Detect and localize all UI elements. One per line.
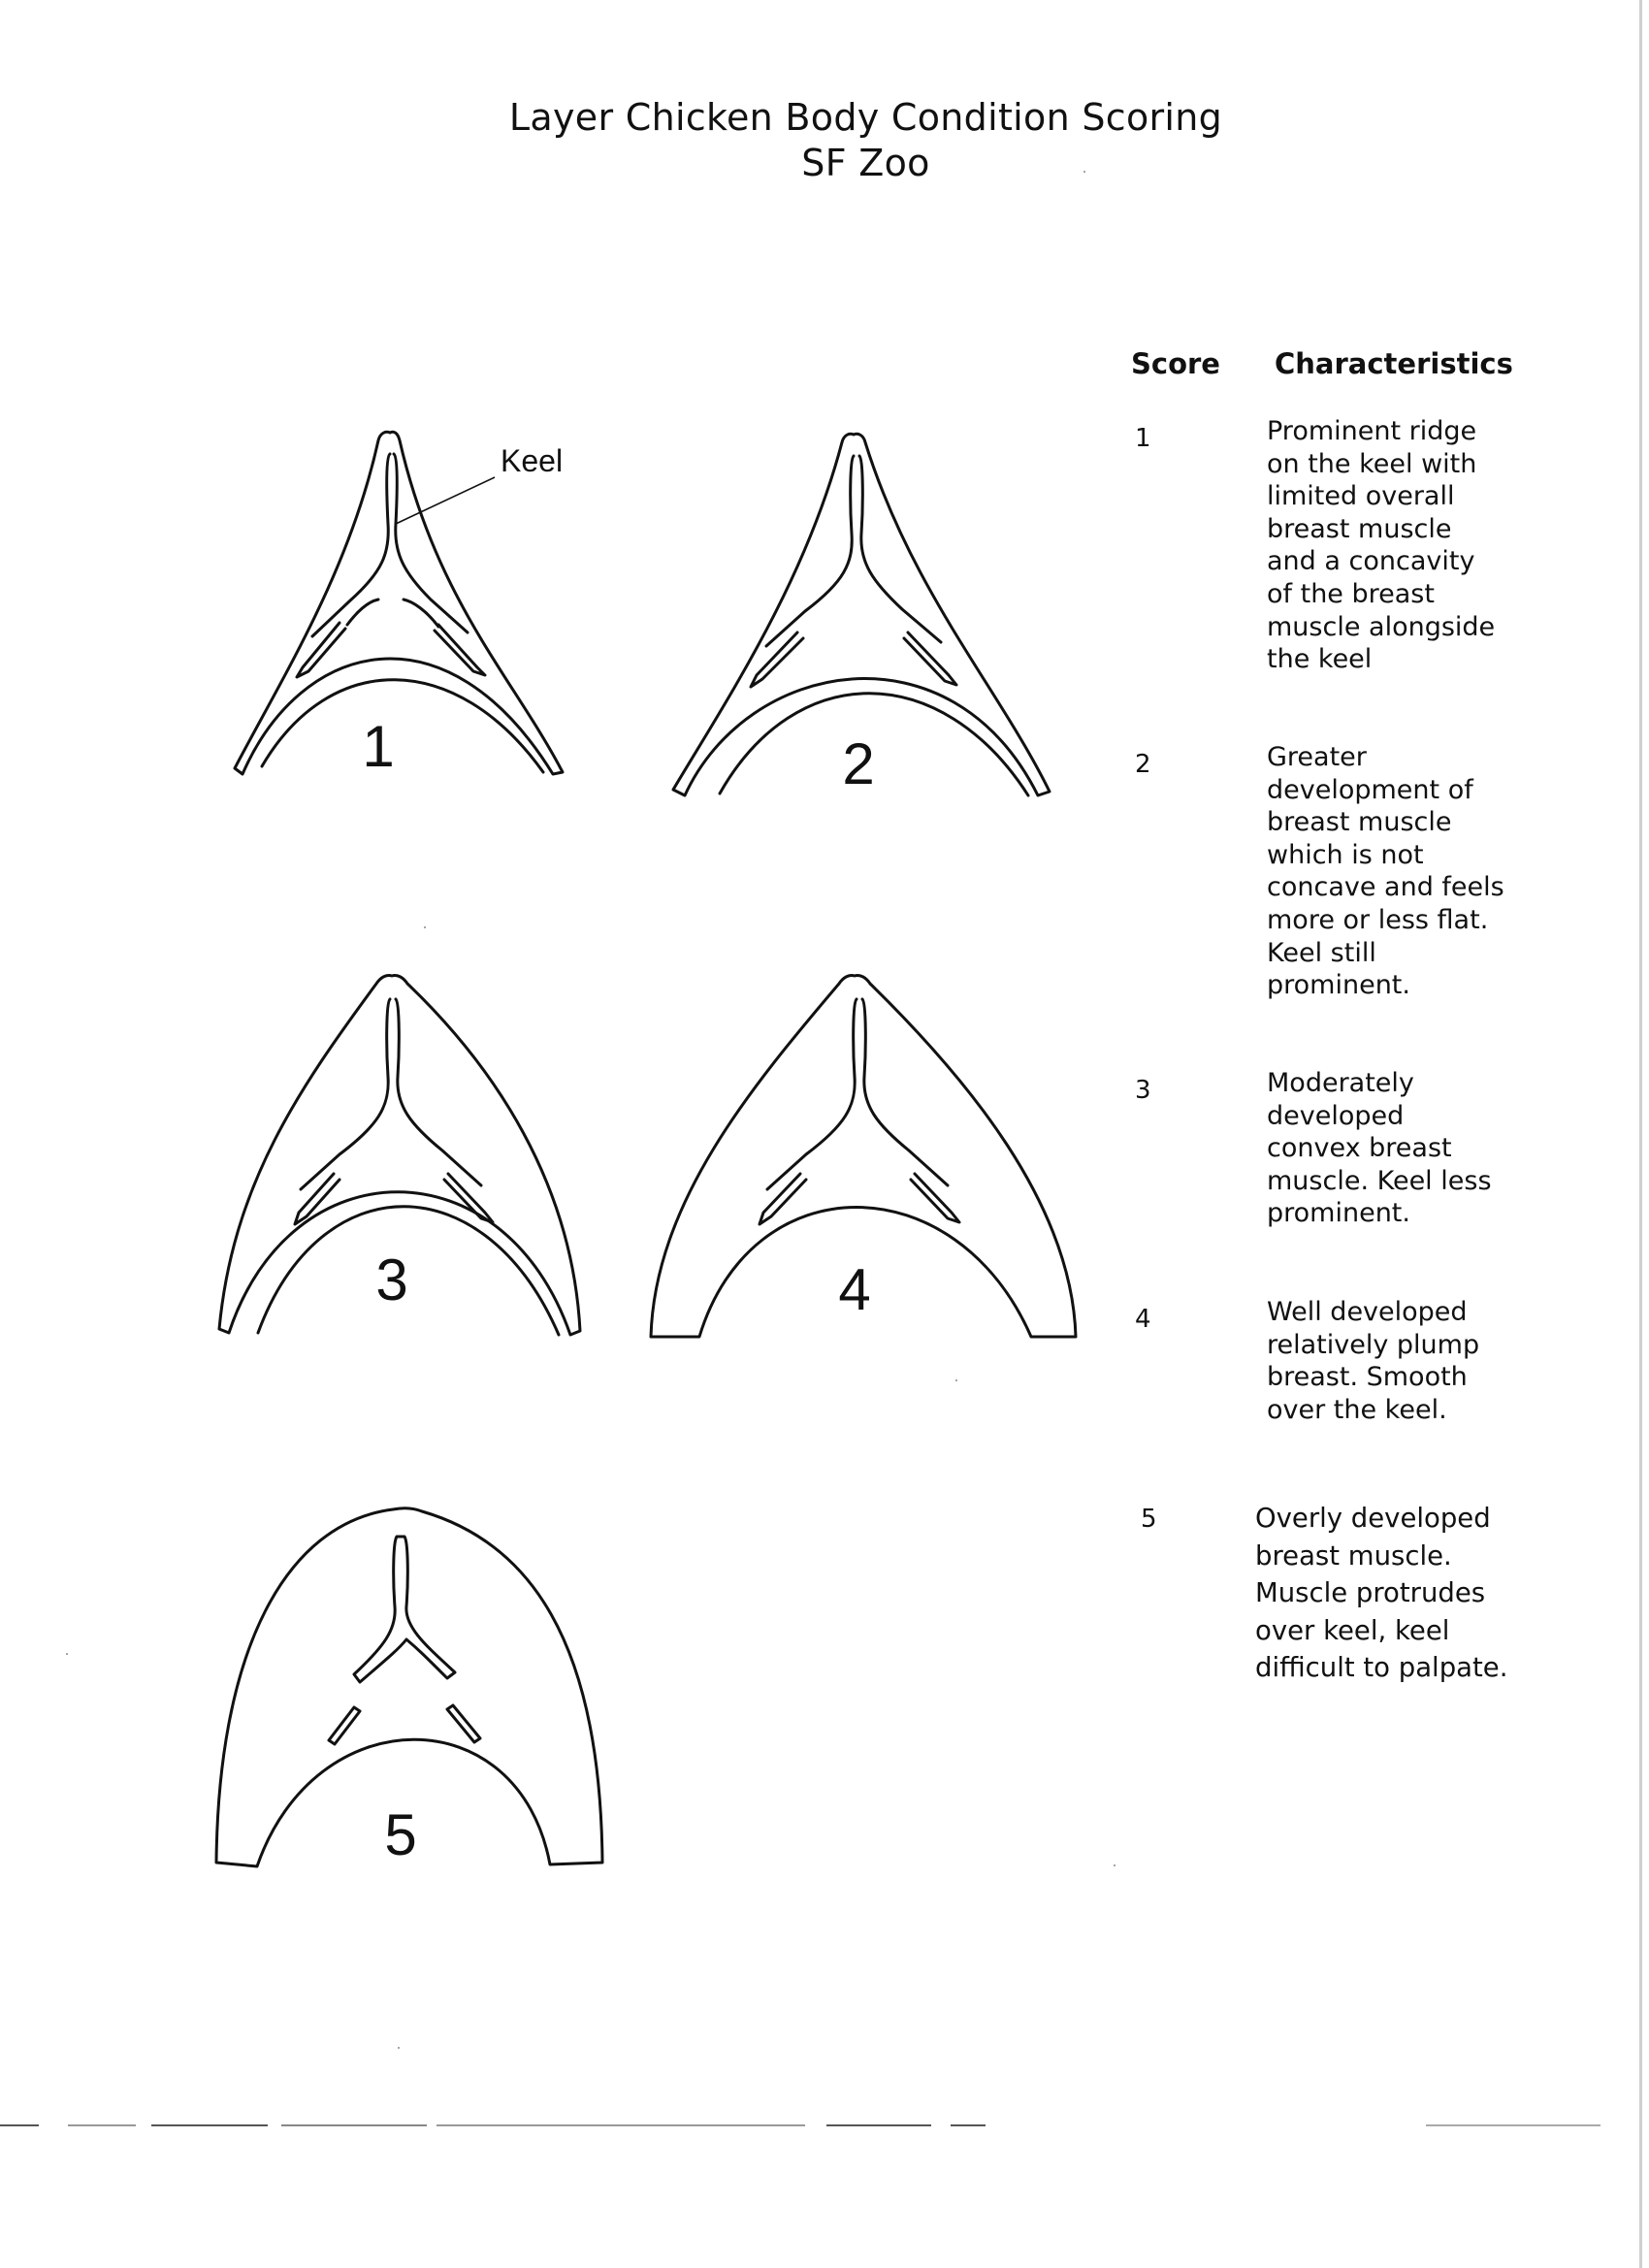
score-1-line: limited overall <box>1267 481 1455 512</box>
keel-diagram-4 <box>645 970 1082 1348</box>
document-title <box>0 95 1649 186</box>
keel-bone <box>301 999 481 1189</box>
figure-label-2: 2 <box>842 731 875 796</box>
score-4-line: over the keel. <box>1267 1394 1447 1425</box>
title-line-1: Layer Chicken Body Condition Scoring <box>508 96 1223 139</box>
scan-speck <box>398 2047 400 2049</box>
score-1-line: on the keel with <box>1267 448 1477 479</box>
scan-line-segment <box>151 2124 268 2126</box>
scan-line-segment <box>1426 2124 1600 2126</box>
score-3-description <box>1267 1067 1519 1230</box>
score-2-line: more or less flat. <box>1267 904 1489 935</box>
score-3-line: muscle. Keel less <box>1267 1165 1492 1196</box>
scan-line-segment <box>68 2124 136 2126</box>
keel-bone <box>766 456 941 646</box>
title-line-2: SF Zoo <box>801 142 930 184</box>
arrow-left <box>760 1174 806 1224</box>
score-5-line: breast muscle. <box>1255 1539 1452 1571</box>
keel-bone <box>767 999 948 1189</box>
score-4-description <box>1267 1296 1519 1426</box>
score-3-number: 3 <box>1135 1076 1151 1105</box>
score-4-line: breast. Smooth <box>1267 1362 1468 1393</box>
score-2-line: breast muscle <box>1267 807 1452 838</box>
score-column-header: Score <box>1131 347 1220 380</box>
scan-speck <box>1114 1864 1116 1866</box>
inner-curve <box>262 680 543 772</box>
characteristics-column-header: Characteristics <box>1275 347 1513 380</box>
arrow-left <box>295 1174 340 1224</box>
body-outline <box>235 432 563 774</box>
score-1-line: and a concavity <box>1267 546 1475 577</box>
score-5-line: over keel, keel <box>1255 1614 1450 1646</box>
score-1-number: 1 <box>1135 424 1151 453</box>
scan-edge <box>1639 0 1642 2268</box>
score-2-line: Greater <box>1267 742 1367 772</box>
arrow-right <box>911 1174 959 1222</box>
figure-label-4: 4 <box>838 1257 871 1322</box>
score-5-description <box>1255 1500 1536 1687</box>
scan-speck <box>424 926 426 928</box>
scan-line-segment <box>951 2124 986 2126</box>
arrow-left <box>751 632 803 687</box>
score-2-line: concave and feels <box>1267 872 1504 903</box>
keel-right-seg <box>447 1705 480 1742</box>
scan-line-segment <box>826 2124 931 2126</box>
score-2-description <box>1267 741 1558 1002</box>
score-3-line: prominent. <box>1267 1198 1410 1229</box>
keel-left-seg <box>329 1707 360 1744</box>
score-5-line: Overly developed <box>1255 1503 1491 1534</box>
keel-diagram-5 <box>209 1504 616 1882</box>
scan-line-segment <box>436 2124 805 2126</box>
score-5-line: difficult to palpate. <box>1255 1652 1508 1684</box>
scan-line-segment <box>281 2124 427 2126</box>
keel-diagram-1 <box>223 427 572 786</box>
score-2-line: development of <box>1267 774 1473 805</box>
score-3-line: Moderately <box>1267 1068 1414 1098</box>
score-5-number: 5 <box>1141 1505 1157 1534</box>
keel-diagram-3 <box>213 970 592 1348</box>
score-1-line: muscle alongside <box>1267 611 1496 642</box>
score-3-line: convex breast <box>1267 1133 1452 1164</box>
score-2-line: prominent. <box>1267 970 1410 1001</box>
keel-diagram-2 <box>669 427 1057 805</box>
figure-label-5: 5 <box>384 1802 417 1867</box>
score-4-number: 4 <box>1135 1305 1151 1334</box>
keel-label: Keel <box>501 443 564 478</box>
score-4-line: Well developed <box>1267 1297 1468 1327</box>
scan-speck <box>1083 171 1085 173</box>
score-1-line: of the breast <box>1267 578 1435 609</box>
score-1-description <box>1267 415 1519 676</box>
scan-line-segment <box>0 2124 39 2126</box>
score-2-number: 2 <box>1135 750 1151 779</box>
score-2-line: Keel still <box>1267 937 1376 968</box>
keel-inner <box>347 599 438 627</box>
score-1-line: breast muscle <box>1267 513 1452 544</box>
scan-speck <box>66 1653 68 1655</box>
keel-bone <box>312 454 468 636</box>
figure-label-1: 1 <box>362 714 395 779</box>
score-3-line: developed <box>1267 1100 1405 1131</box>
keel-bone <box>354 1537 455 1682</box>
score-5-line: Muscle protrudes <box>1255 1577 1486 1609</box>
score-1-line: Prominent ridge <box>1267 416 1477 446</box>
arrow-right <box>904 632 956 685</box>
score-1-line: the keel <box>1267 644 1373 675</box>
score-4-line: relatively plump <box>1267 1329 1480 1360</box>
scan-speck <box>955 1379 957 1381</box>
figure-label-3: 3 <box>375 1247 408 1312</box>
score-2-line: which is not <box>1267 839 1424 870</box>
